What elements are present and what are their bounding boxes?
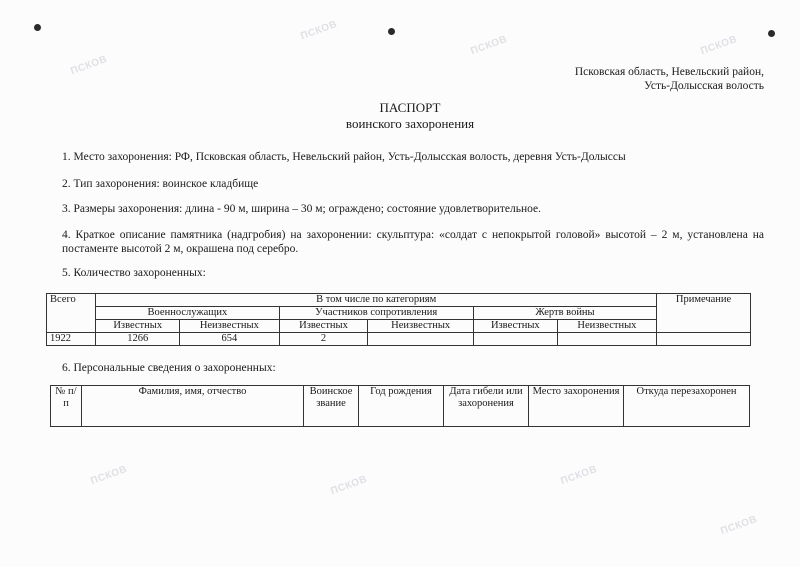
col-name-header: Фамилия, имя, отчество	[82, 386, 304, 427]
cell-victims-unknown	[557, 333, 656, 346]
title-line-2: воинского захоронения	[345, 116, 475, 131]
item-personal-heading: 6. Персональные сведения о захороненных:	[62, 362, 276, 374]
col-known-header: Известных	[473, 320, 557, 333]
col-resistance-header: Участников сопротивления	[279, 307, 473, 320]
col-number-header: № п/п	[51, 386, 82, 427]
cell-victims-known	[473, 333, 557, 346]
col-unknown-header: Неизвестных	[180, 320, 279, 333]
table-row	[47, 307, 751, 320]
table-row	[47, 333, 751, 346]
col-known-header: Известных	[279, 320, 368, 333]
cell-resistance-known: 2	[279, 333, 368, 346]
item-type: 2. Тип захоронения: воинское кладбище	[62, 178, 259, 190]
watermark-stamp: ПСКОВ	[329, 473, 369, 498]
table-row	[47, 320, 751, 333]
col-note-header: Примечание	[657, 294, 751, 333]
cell-military-known: 1266	[96, 333, 180, 346]
punch-hole-mark	[388, 28, 395, 35]
punch-hole-mark	[768, 30, 775, 37]
col-birth-header: Год рождения	[359, 386, 444, 427]
cell-total: 1922	[47, 333, 96, 346]
watermark-stamp: ПСКОВ	[89, 463, 129, 488]
title-line-1: ПАСПОРТ	[379, 100, 441, 115]
watermark-stamp: ПСКОВ	[469, 33, 509, 58]
item-location: 1. Место захоронения: РФ, Псковская область, Невельский район, Усть-Долысская волость, деревня Усть-Долыссы	[62, 151, 626, 163]
watermark-stamp: ПСКОВ	[69, 53, 109, 78]
item-size: 3. Размеры захоронения: длина - 90 м, ширина – 30 м; ограждено; состояние удовлетворительное.	[62, 203, 541, 215]
watermark-stamp: ПСКОВ	[719, 513, 759, 538]
col-rank-header: Воинское звание	[304, 386, 359, 427]
burial-count-table	[46, 293, 751, 346]
cell-military-unknown: 654	[180, 333, 279, 346]
item-count-heading: 5. Количество захороненных:	[62, 267, 206, 279]
col-military-header: Военнослужащих	[96, 307, 279, 320]
col-by-category-header: В том числе по категориям	[96, 294, 657, 307]
table-row	[51, 386, 750, 427]
col-unknown-header: Неизвестных	[368, 320, 473, 333]
punch-hole-mark	[34, 24, 41, 31]
item-monument: 4. Краткое описание памятника (надгробия) на захоронении: скульптура: «солдат с непокрытой головой» высотой – 2 м, установлена на постаменте высотой 2 м, окрашена под серебро.	[62, 229, 764, 255]
region-line-2: Усть-Долысская волость	[644, 80, 764, 92]
personal-data-table	[50, 385, 750, 427]
watermark-stamp: ПСКОВ	[299, 18, 339, 43]
col-victims-header: Жертв войны	[473, 307, 656, 320]
region-header	[575, 65, 764, 93]
col-from-header: Откуда перезахоронен	[624, 386, 750, 427]
col-total-header: Всего	[47, 294, 96, 333]
table-row	[47, 294, 751, 307]
region-line-1: Псковская область, Невельский район,	[574, 66, 764, 78]
col-place-header: Место захоронения	[529, 386, 624, 427]
col-unknown-header: Неизвестных	[557, 320, 656, 333]
col-death-header: Дата гибели или захоронения	[444, 386, 529, 427]
cell-note	[657, 333, 751, 346]
document-title	[0, 100, 800, 132]
col-known-header: Известных	[96, 320, 180, 333]
watermark-stamp: ПСКОВ	[559, 463, 599, 488]
watermark-stamp: ПСКОВ	[699, 33, 739, 58]
cell-resistance-unknown	[368, 333, 473, 346]
